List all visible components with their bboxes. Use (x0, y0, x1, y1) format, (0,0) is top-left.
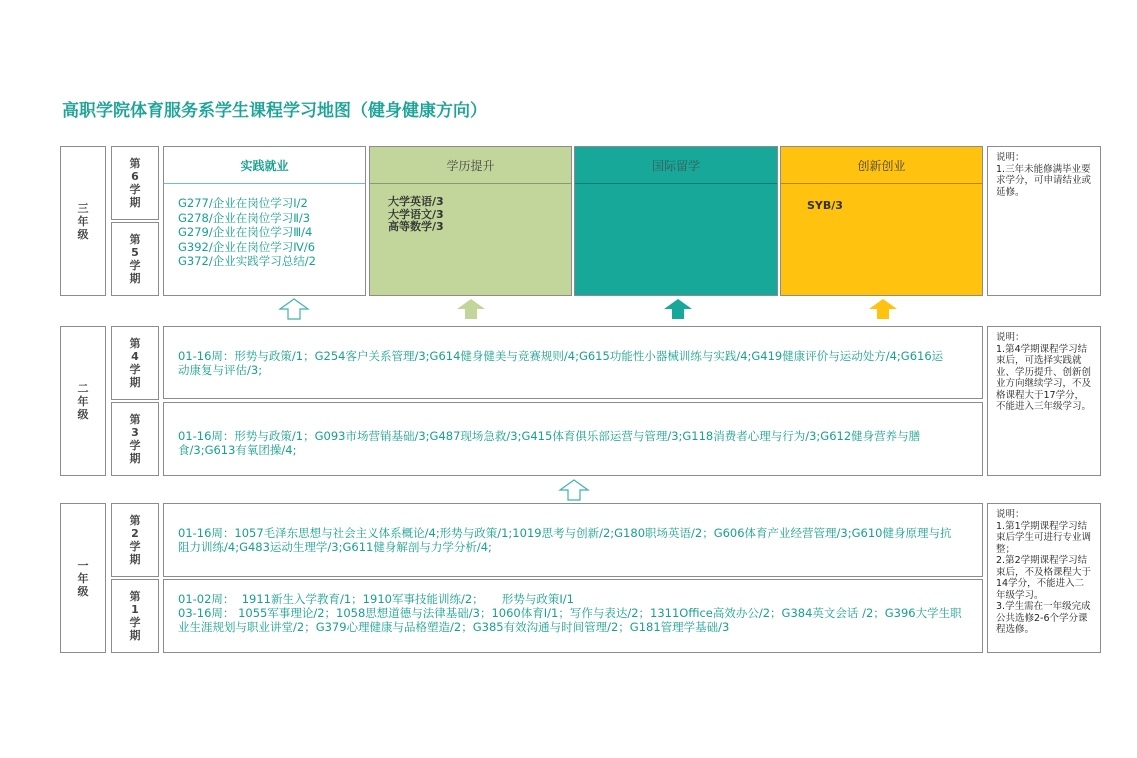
semester-label-4 (111, 326, 159, 400)
path-degree-courses: 大学英语/3 大学语文/3 高等数学/3 (388, 195, 444, 233)
semester-label-2-text: 第2学期 (129, 514, 141, 566)
path-degree-title: 学历提升 (370, 147, 571, 184)
courses-semester-2-text: 01-16周：1057毛泽东思想与社会主义体系概论/4;形势与政策/1;1019思考与创新/2;G180职场英语/2；G606体育产业经营管理/3;G610健身原理与抗阻力训练/4;G483运动生理学/3;G611健身解剖与力学分析/4; (178, 526, 952, 554)
arrow-up-outline-icon (278, 298, 310, 320)
semester-label-6-text: 第6学期 (129, 157, 141, 209)
path-startup-courses: SYB/3 (807, 199, 843, 212)
path-practice-title: 实践就业 (164, 147, 365, 184)
semester-label-3 (111, 402, 159, 476)
year-label-1 (60, 503, 106, 653)
semester-label-3-text: 第3学期 (129, 413, 141, 465)
semester-label-1-text: 第1学期 (129, 590, 141, 642)
courses-semester-1-line2: 03-16周： 1055军事理论/2；1058思想道德与法律基础/3；1060体育Ⅰ/1；写作与表达/2；1311Office高效办公/2；G384英文会话 /2；G396大学生职业生涯规划与职业讲堂/2；G379心理健康与品格塑造/2；G385有效沟通与时间管理/2；G181管理学基础/3 (178, 606, 962, 634)
arrow-up-green-icon (455, 298, 487, 320)
year-label-3-text: 三年级 (77, 201, 89, 241)
year-label-1-text: 一年级 (77, 558, 89, 598)
courses-semester-4 (163, 326, 983, 399)
courses-semester-1-line1: 01-02周： 1911新生入学教育/1；1910军事技能训练/2； 形势与政策Ⅰ/1 (178, 592, 575, 606)
arrow-up-teal-icon (662, 298, 694, 320)
courses-semester-3-text: 01-16周：形势与政策/1；G093市场营销基础/3;G487现场急救/3;G415体育俱乐部运营与管理/3;G118消费者心理与行为/3;G612健身营养与膳食/3;G613有氧团操/4; (178, 429, 921, 457)
semester-label-5-text: 第5学期 (129, 233, 141, 285)
note-year-2: 说明： 1.第4学期课程学习结束后，可选择实践就业、学历提升、创新创业方向继续学习，不及格课程大于17学分，不能进入三年级学习。 (987, 326, 1101, 476)
semester-label-2 (111, 503, 159, 577)
path-practice (163, 146, 366, 296)
arrow-up-yellow-icon (867, 298, 899, 320)
semester-label-5 (111, 222, 159, 296)
arrow-up-outline-icon (558, 479, 590, 501)
path-startup (780, 146, 983, 296)
semester-label-1 (111, 579, 159, 653)
courses-semester-3 (163, 402, 983, 476)
page-title: 高职学院体育服务系学生课程学习地图（健身健康方向） (62, 101, 487, 121)
courses-semester-1 (163, 579, 983, 653)
path-practice-courses: G277/企业在岗位学习Ⅰ/2 G278/企业在岗位学习Ⅱ/3 G279/企业在岗位学习Ⅲ/4 G392/企业在岗位学习Ⅳ/6 G372/企业实践学习总结/2 (178, 196, 316, 268)
path-abroad-title: 国际留学 (575, 147, 777, 184)
year-label-3 (60, 146, 106, 296)
path-abroad (574, 146, 778, 296)
courses-semester-2 (163, 503, 983, 577)
year-label-2-text: 二年级 (77, 381, 89, 421)
semester-label-4-text: 第4学期 (129, 337, 141, 389)
note-year-1: 说明： 1.第1学期课程学习结束后学生可进行专业调整； 2.第2学期课程学习结束后，不及格课程大于14学分，不能进入二年级学习。 3.学生需在一年级完成公共选修2-6个学分课程选修。 (987, 503, 1101, 653)
courses-semester-4-text: 01-16周：形势与政策/1；G254客户关系管理/3;G614健身健美与竞赛规则/4;G615功能性小器械训练与实践/4;G419健康评价与运动处方/4;G616运动康复与评估/3; (178, 349, 944, 377)
path-degree (369, 146, 572, 296)
path-startup-title: 创新创业 (781, 147, 982, 184)
note-year-3: 说明： 1.三年未能修满毕业要求学分，可申请结业或延修。 (987, 146, 1101, 296)
year-label-2 (60, 326, 106, 476)
semester-label-6 (111, 146, 159, 220)
